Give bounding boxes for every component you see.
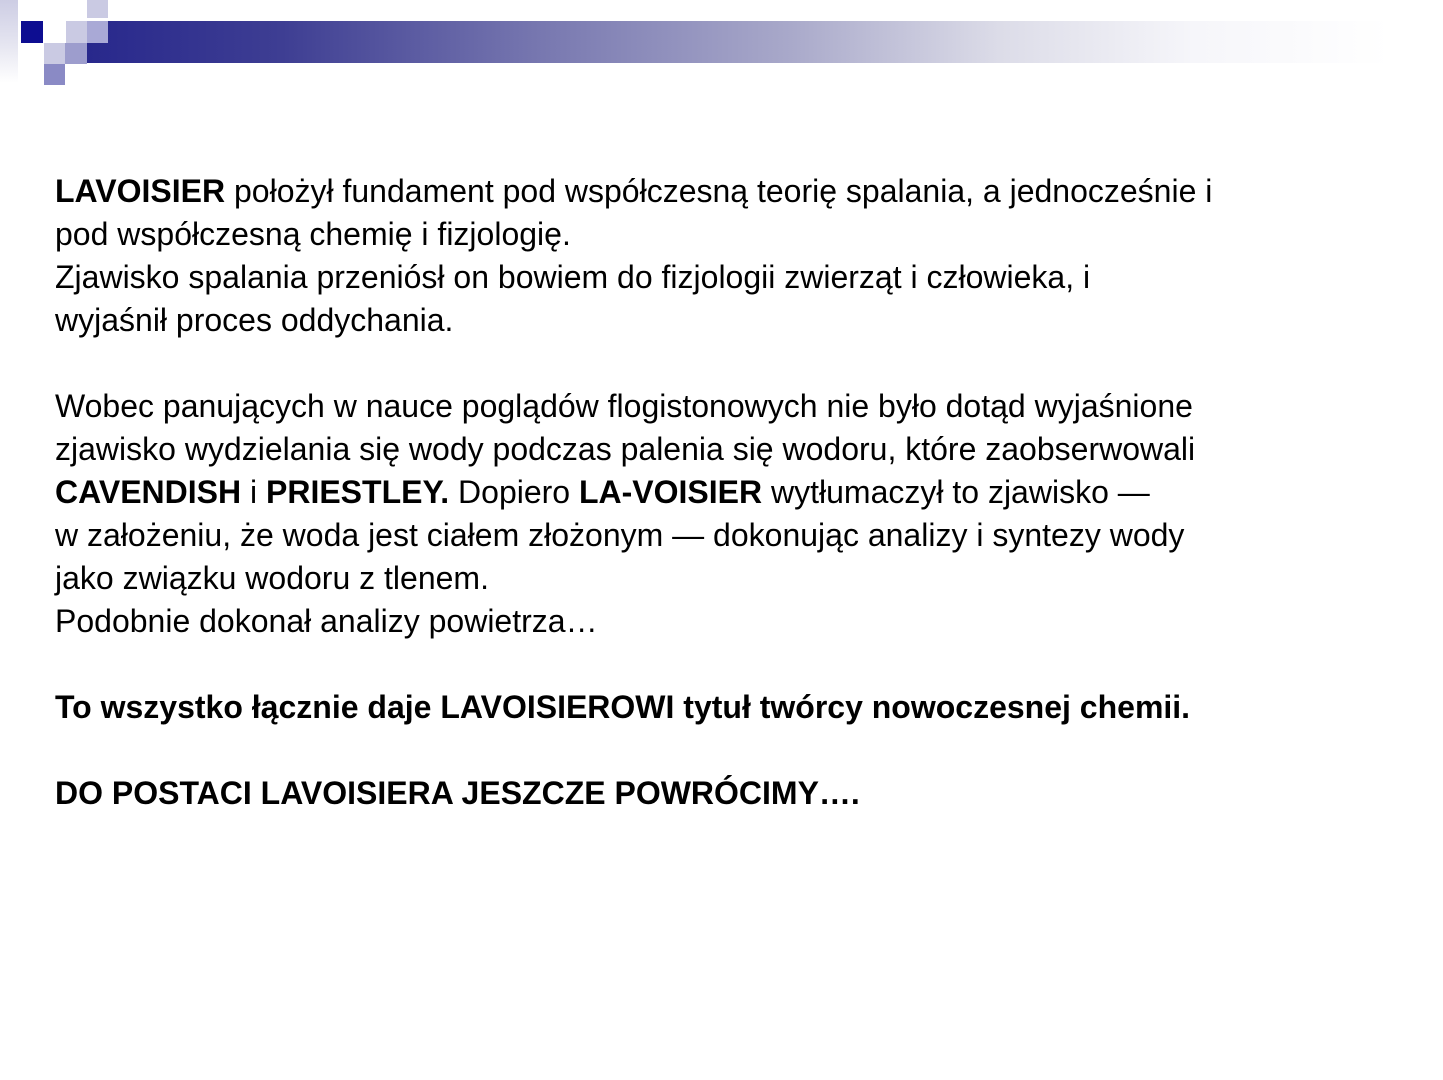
text-segment: pod współczesną chemię i fizjologię.	[55, 216, 571, 252]
text-line	[55, 170, 1403, 213]
bold-text-segment: LA-VOISIER	[578, 474, 763, 510]
bold-text-segment: CAVENDISH	[55, 474, 242, 510]
text-line	[55, 557, 1403, 600]
text-segment: Dopiero	[449, 474, 579, 510]
text-line	[55, 772, 1403, 815]
text-line	[55, 600, 1403, 643]
text-segment: i	[241, 474, 266, 510]
text-line	[55, 299, 1403, 342]
text-line	[55, 256, 1403, 299]
bold-text-segment: DO POSTACI LAVOISIERA JESZCZE POWRÓCIMY….	[55, 775, 860, 811]
text-line	[55, 686, 1403, 729]
decor-square	[87, 21, 108, 43]
bold-text-segment: To wszystko łącznie daje LAVOISIEROWI tytuł twórcy nowoczesnej chemii.	[55, 689, 1191, 725]
text-line	[55, 514, 1403, 557]
text-line	[55, 213, 1403, 256]
decor-square	[87, 0, 108, 18]
text-segment: wyjaśnił proces oddychania.	[55, 302, 454, 338]
text-segment: zjawisko wydzielania się wody podczas palenia się wodoru, które zaobserwowali	[55, 431, 1196, 467]
text-line	[55, 471, 1403, 514]
slide-body-text	[55, 170, 1403, 815]
bold-text-segment: PRIESTLEY.	[265, 474, 450, 510]
text-line	[55, 385, 1403, 428]
text-segment: Podobnie dokonał analizy powietrza…	[55, 603, 598, 639]
decor-square	[65, 43, 87, 64]
text-segment: w założeniu, że woda jest ciałem złożonym — dokonując analizy i syntezy wody	[55, 517, 1185, 553]
decor-square	[21, 21, 43, 43]
text-segment: Wobec panujących w nauce poglądów flogistonowych nie było dotąd wyjaśnione	[55, 388, 1193, 424]
paragraph	[55, 385, 1403, 643]
text-segment: wytłumaczył to zjawisko —	[762, 474, 1150, 510]
text-segment: jako związku wodoru z tlenem.	[55, 560, 489, 596]
text-segment: Zjawisko spalania przeniósł on bowiem do fizjologii zwierząt i człowieka, i	[55, 259, 1091, 295]
paragraph	[55, 772, 1403, 815]
text-segment: położył fundament pod współczesną teorię spalania, a jednocześnie i	[225, 173, 1213, 209]
decor-square	[44, 43, 65, 64]
decor-square	[66, 21, 87, 43]
paragraph	[55, 170, 1403, 342]
decor-gradient-strip	[0, 0, 18, 83]
header-bar	[87, 21, 1390, 63]
bold-text-segment: LAVOISIER	[55, 173, 226, 209]
paragraph	[55, 686, 1403, 729]
decor-square	[44, 64, 65, 85]
text-line	[55, 428, 1403, 471]
